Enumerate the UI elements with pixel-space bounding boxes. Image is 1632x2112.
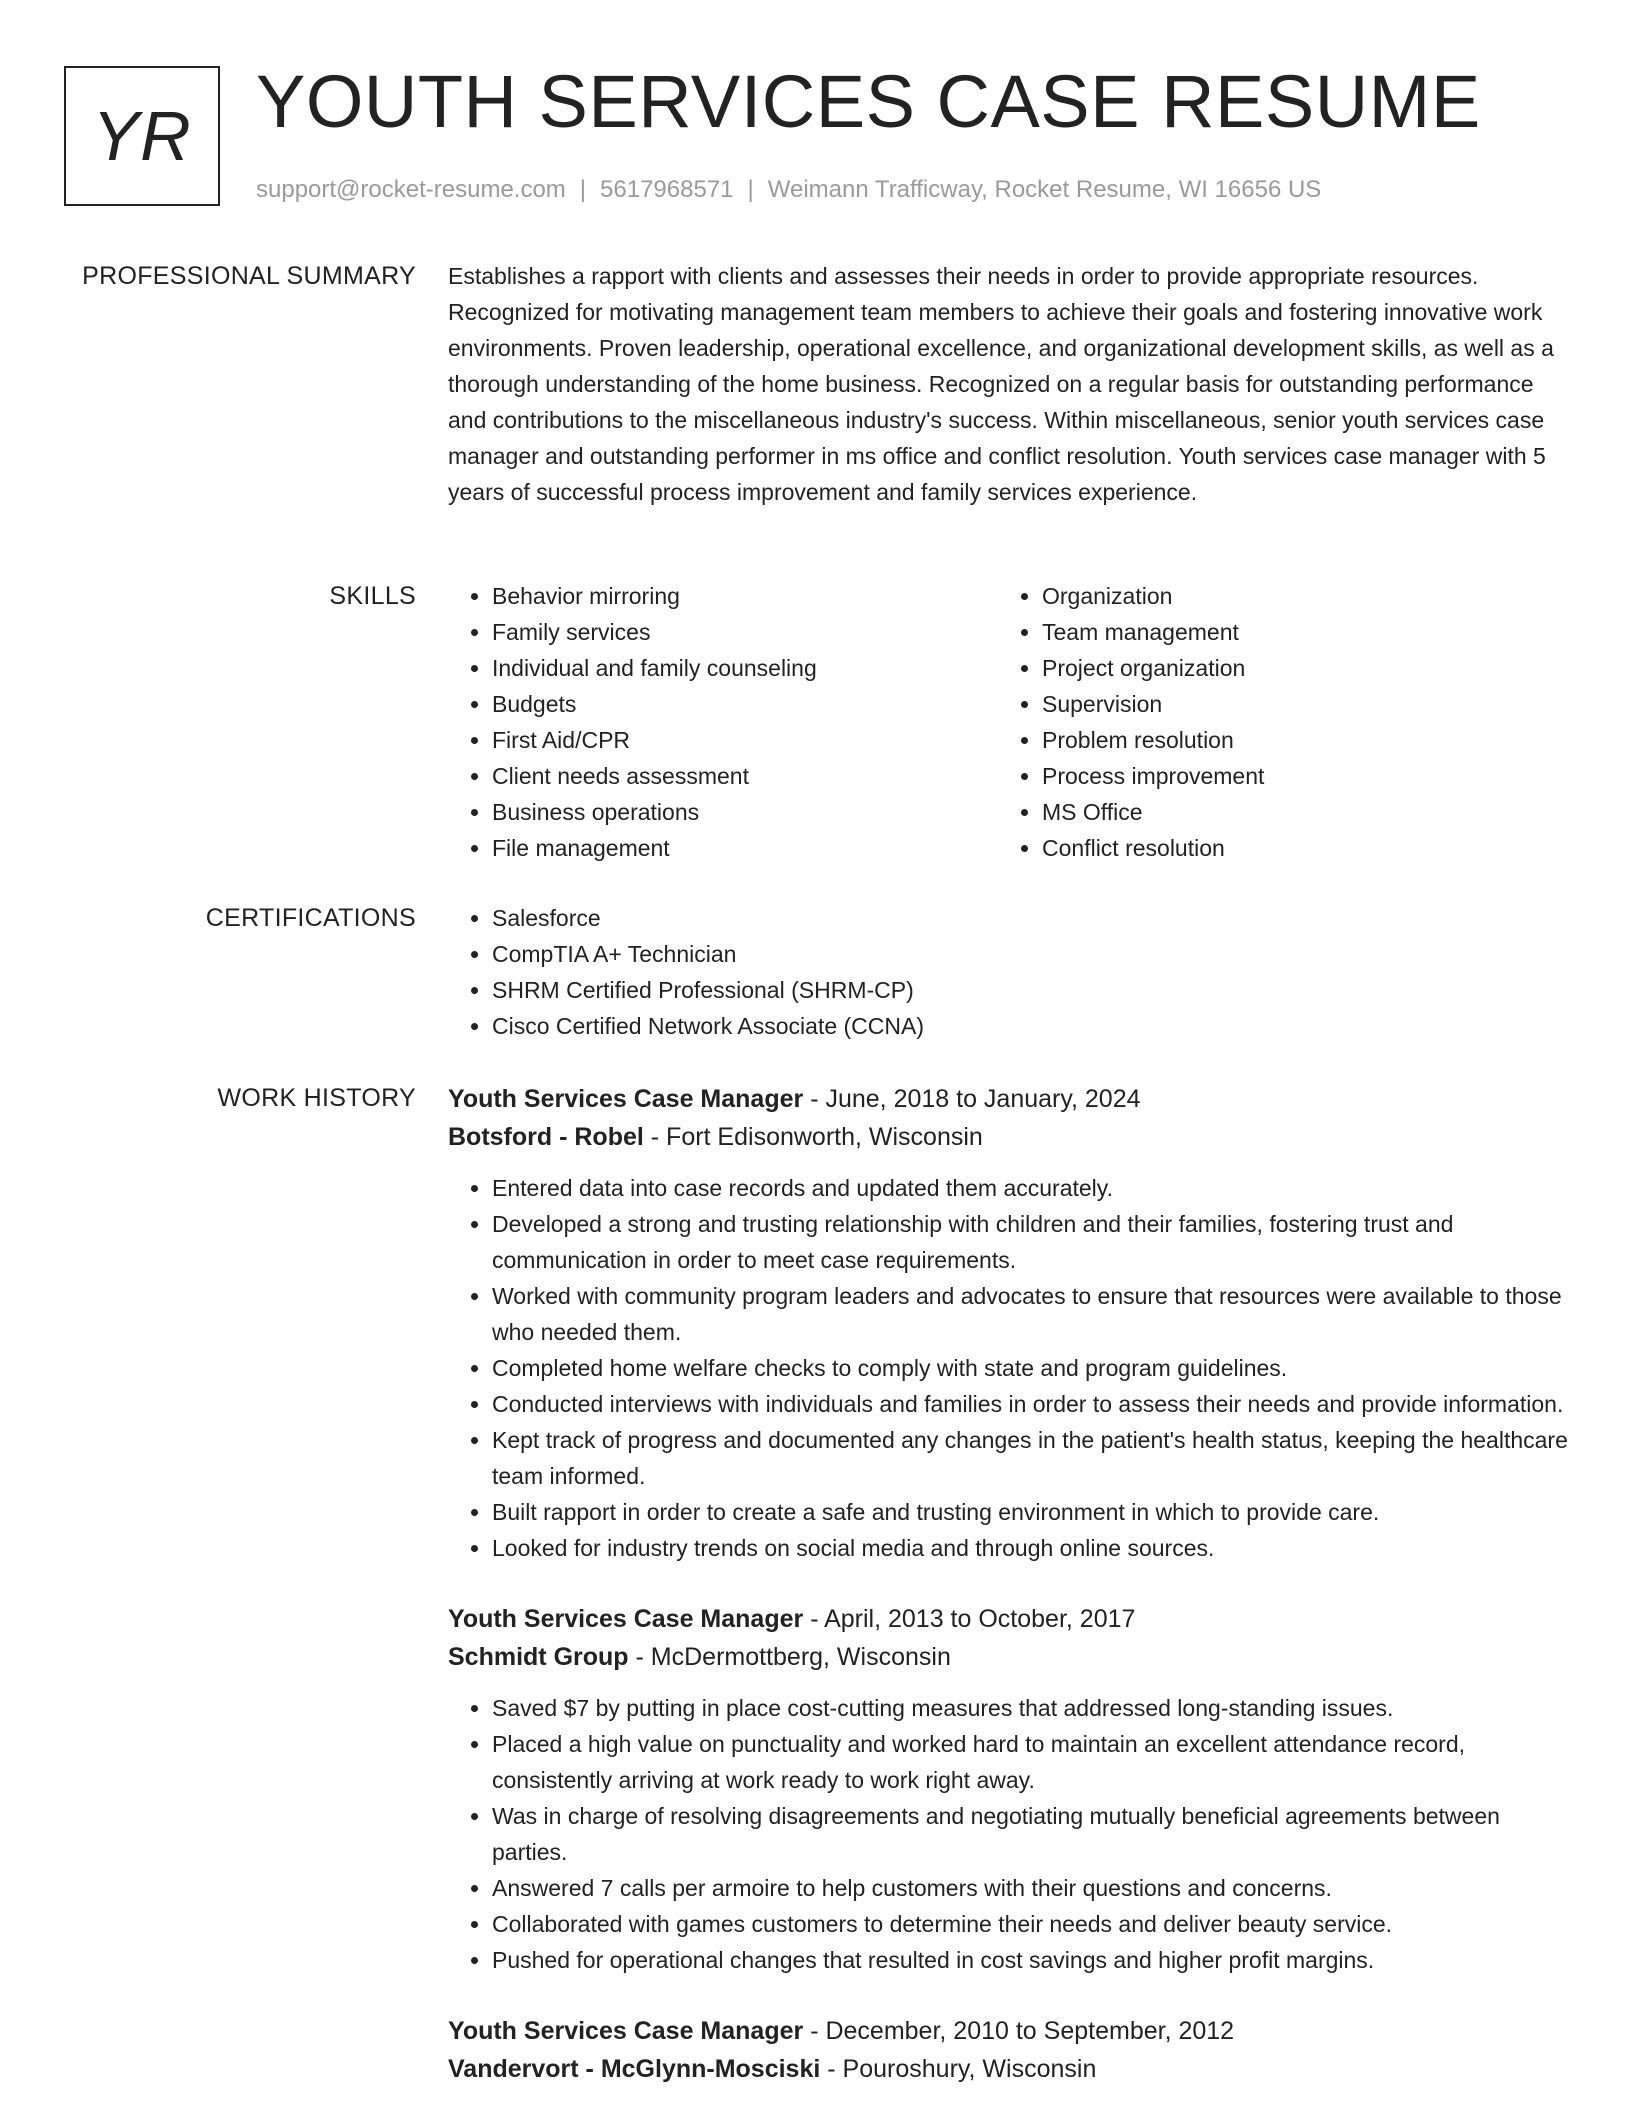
job-company-line xyxy=(448,2050,1572,2088)
certification-item: • Cisco Certified Network Associate (CCNA) xyxy=(492,1008,1572,1044)
job-bullet: • Saved $7 by putting in place cost-cutting measures that addressed long-standing issues. xyxy=(492,1690,1572,1726)
work-history-body xyxy=(448,1080,1572,2112)
skills-list-left xyxy=(448,578,998,866)
resume-title: YOUTH SERVICES CASE RESUME xyxy=(256,60,1481,143)
skill-item: • File management xyxy=(492,830,998,866)
certifications-list xyxy=(448,900,1572,1044)
job-company: Schmidt Group xyxy=(448,1643,629,1671)
skills-list-right xyxy=(998,578,1548,866)
job-title: Youth Services Case Manager xyxy=(448,1605,804,1633)
skill-item: • Client needs assessment xyxy=(492,758,998,794)
job-bullet: • Looked for industry trends on social media and through online sources. xyxy=(492,1530,1572,1566)
skill-item: • Organization xyxy=(1042,578,1548,614)
skill-item: • Team management xyxy=(1042,614,1548,650)
job-location: - McDermottberg, Wisconsin xyxy=(628,1643,951,1671)
skill-item: • MS Office xyxy=(1042,794,1548,830)
skill-item: • Budgets xyxy=(492,686,998,722)
contact-separator: | xyxy=(579,176,587,203)
job-company: Botsford - Robel xyxy=(448,1123,644,1151)
job-bullet: • Placed a high value on punctuality and worked hard to maintain an excellent attendance record, consistently arriving at work ready to work right away. xyxy=(492,1726,1572,1798)
job-location: - Fort Edisonworth, Wisconsin xyxy=(643,1123,983,1151)
skills-heading: SKILLS xyxy=(329,582,416,610)
job-bullet: • Pushed for operational changes that resulted in cost savings and higher profit margins. xyxy=(492,1942,1572,1978)
job-company-line xyxy=(448,1638,1572,1676)
work-history-heading: WORK HISTORY xyxy=(217,1084,416,1112)
job-bullet: • Completed home welfare checks to comply with state and program guidelines. xyxy=(492,1350,1572,1386)
job-bullet: • Collaborated with games customers to determine their needs and deliver beauty service. xyxy=(492,1906,1572,1942)
contact-line xyxy=(256,174,1321,206)
summary-body xyxy=(448,258,1572,510)
skill-item: • Family services xyxy=(492,614,998,650)
skills-columns xyxy=(448,578,1572,866)
skill-item: • First Aid/CPR xyxy=(492,722,998,758)
job-bullet: • Was in charge of resolving disagreements and negotiating mutually beneficial agreements between parties. xyxy=(492,1798,1572,1870)
job-entry xyxy=(448,2012,1572,2088)
skill-item: • Process improvement xyxy=(1042,758,1548,794)
job-dates: - April, 2013 to October, 2017 xyxy=(803,1605,1136,1633)
monogram-box xyxy=(64,66,220,206)
job-title: Youth Services Case Manager xyxy=(448,2017,804,2045)
job-dates: - June, 2018 to January, 2024 xyxy=(803,1085,1141,1113)
job-title-line xyxy=(448,2012,1572,2050)
summary-heading: PROFESSIONAL SUMMARY xyxy=(82,262,416,290)
job-title-line xyxy=(448,1600,1572,1638)
monogram-initials: YR xyxy=(92,97,192,175)
contact-email: support@rocket-resume.com xyxy=(256,176,566,203)
certifications-body xyxy=(448,900,1572,1044)
skill-item: • Business operations xyxy=(492,794,998,830)
job-company: Vandervort - McGlynn-Mosciski xyxy=(448,2055,821,2083)
job-bullet: • Entered data into case records and updated them accurately. xyxy=(492,1170,1572,1206)
contact-address: Weimann Trafficway, Rocket Resume, WI 16656 US xyxy=(767,176,1322,203)
skill-item: • Project organization xyxy=(1042,650,1548,686)
certification-item: • CompTIA A+ Technician xyxy=(492,936,1572,972)
job-entry xyxy=(448,1080,1572,1566)
job-bullet: • Worked with community program leaders and advocates to ensure that resources were available to those who needed them. xyxy=(492,1278,1572,1350)
certification-item: • Salesforce xyxy=(492,900,1572,936)
job-title-line xyxy=(448,1080,1572,1118)
certifications-heading: CERTIFICATIONS xyxy=(205,904,416,932)
job-location: - Pouroshury, Wisconsin xyxy=(820,2055,1097,2083)
job-dates: - December, 2010 to September, 2012 xyxy=(803,2017,1235,2045)
skill-item: • Conflict resolution xyxy=(1042,830,1548,866)
job-bullets xyxy=(448,1690,1572,1978)
job-bullet: • Built rapport in order to create a safe and trusting environment in which to provide care. xyxy=(492,1494,1572,1530)
contact-phone: 5617968571 xyxy=(600,176,734,203)
contact-separator: | xyxy=(747,176,754,203)
job-bullet: • Developed a strong and trusting relationship with children and their families, fostering trust and communication in order to meet case requirements. xyxy=(492,1206,1572,1278)
job-bullet: • Answered 7 calls per armoire to help customers with their questions and concerns. xyxy=(492,1870,1572,1906)
job-entry xyxy=(448,1600,1572,1978)
skill-item: • Supervision xyxy=(1042,686,1548,722)
job-bullet: • Kept track of progress and documented any changes in the patient's health status, keeping the healthcare team informed. xyxy=(492,1422,1572,1494)
job-company-line xyxy=(448,1118,1572,1156)
skill-item: • Individual and family counseling xyxy=(492,650,998,686)
summary-text: Establishes a rapport with clients and assesses their needs in order to provide appropriate resources. Recognized for motivating management team members to achieve their goals and fostering innovative work environments. Proven leadership, operational excellence, and organizational development skills, as well as a thorough understanding of the home business. Recognized on a regular basis for outstanding performance and contributions to the miscellaneous industry's success. Within miscellaneous, senior youth services case manager and outstanding performer in ms office and conflict resolution. Youth services case manager with 5 years of successful process improvement and family services experience. xyxy=(448,263,1554,505)
certification-item: • SHRM Certified Professional (SHRM-CP) xyxy=(492,972,1572,1008)
skill-item: • Behavior mirroring xyxy=(492,578,998,614)
job-title: Youth Services Case Manager xyxy=(448,1085,804,1113)
skill-item: • Problem resolution xyxy=(1042,722,1548,758)
job-bullets xyxy=(448,1170,1572,1566)
job-bullet: • Conducted interviews with individuals and families in order to assess their needs and provide information. xyxy=(492,1386,1572,1422)
